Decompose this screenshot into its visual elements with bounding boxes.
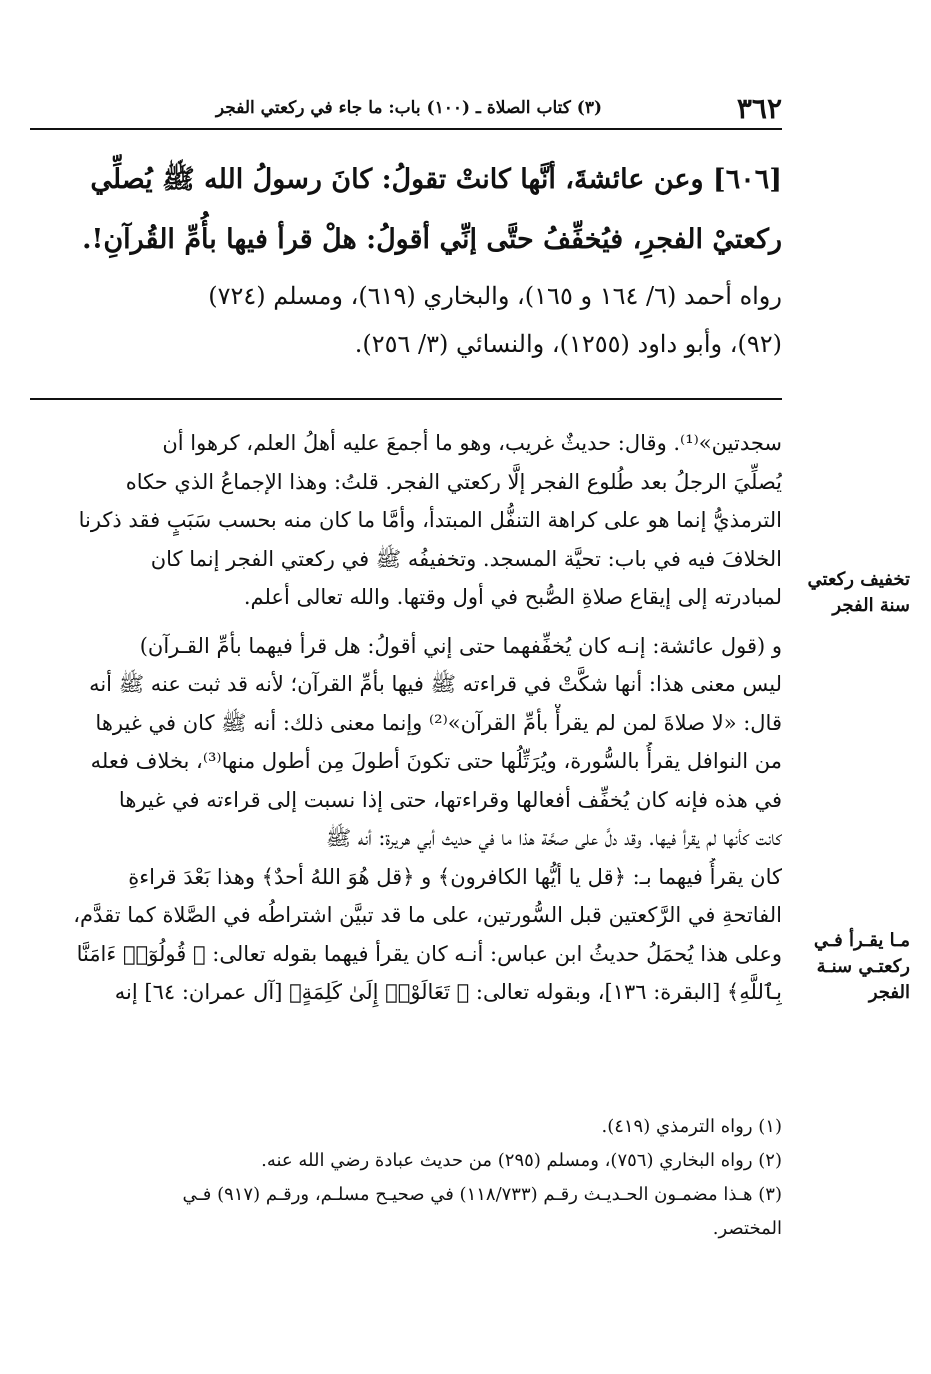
margin-note-fajr-lightening [790,567,910,619]
page-header [30,86,782,130]
footnote: (٣) هـذا مضمـون الحـديـث رقـم (١١٨/٧٣٣) في صحيـح مسلـم، ورقـم (٩١٧) فـي [182,1184,782,1205]
hadith-line: ركعتيْ الفجرِ، فيُخفِّفُ حتَّى إنِّي أقولُ: هلْ قرأ فيها بأُمِّ القُرآنِ!. [82,224,782,255]
commentary-line: كانت كأنها لم يقرأ فيها. وقد دلَّ على صحَّة هذا ما في حديث أبي هريرة: أنه ﷺ [325,826,782,850]
hadith-text [30,150,782,270]
footnotes [30,1110,782,1246]
margin-note-line: الفجر [868,982,910,1003]
margin-note-line: تخفيف ركعتي [807,569,910,590]
commentary-line: من النوافل يقرأُ بالسُّورة، ويُرَتِّلُها حتى تكونَ أطولَ مِن أطول منها⁽³⁾، بخلاف فعله [90,749,782,773]
running-header-title: (٣) كتاب الصلاة ـ (١٠٠) باب: ما جاء في ركعتي الفجر [215,98,602,118]
commentary-line: سجدتين»⁽¹⁾. وقال: حديثٌ غريب، وهو ما أجمعَ عليه أهلُ العلم، كرهوا أن [162,431,782,455]
hadith-line: [٦٠٦] وعن عائشةَ، أنَّها كانتْ تقولُ: كانَ رسولُ الله ﷺ يُصلِّي [90,164,782,195]
page-number: ٣٦٢ [736,92,782,125]
commentary-line: في هذه فإنه كان يُخفِّف أفعالها وقراءتها، حتى إذا نسبت إلى قراءته في غيرها [118,787,782,812]
commentary-line: ليس معنى هذا: أنها شكَّتْ في قراءته ﷺ فيها بأمِّ القرآن؛ لأنه قد ثبت عنه ﷺ أنه [89,672,782,696]
footnote: (٢) رواه البخاري (٧٥٦)، ومسلم (٢٩٥) من حديث عبادة رضي الله عنه. [261,1150,782,1171]
footnote: (١) رواه الترمذي (٤١٩). [601,1116,782,1137]
commentary-line: الترمذيُّ إنما هو على كراهة التنفُّل المبتدأ، وأمَّا ما كان منه بحسب سَبَبٍ فقد ذكرنا [78,508,782,532]
margin-note-line: مـا يقـرأ فـي [813,930,910,951]
commentary-line: يُصلِّيَ الرجلُ بعد طُلوع الفجر إلَّا ركعتي الفجر. قلتُ: وهذا الإجماعُ الذي حكاه [125,469,782,494]
commentary-body [30,424,782,1012]
commentary-line: وعلى هذا يُحمَلُ حديثُ ابن عباس: أنـه كان يقرأ فيهما بقوله تعالى: ﴿ قُولُوٓا۟ ءَامَنَّا [76,941,782,966]
commentary-line: الفاتحةِ في الرَّكعتين قبل السُّورتين، على ما قد تبيَّن اشتراطُه في الصَّلاة كما تقدَّم، [73,903,782,927]
footnote-continuation: المختصر. [712,1218,782,1239]
commentary-line: بِٱللَّهِ﴾ [البقرة: ١٣٦]، وبقوله تعالى: ﴿ تَعَالَوْا۟ إِلَىٰ كَلِمَةٍ﴾ [آل عمران: ٦٤] إنه [114,980,782,1004]
sources-line: رواه أحمد (٦/ ١٦٤ و ١٦٥)، والبخاري (٦١٩)، ومسلم (٧٢٤) [208,282,782,310]
header-rule [30,128,782,130]
section-divider [30,398,782,400]
sources-line: (٩٢)، وأبو داود (١٢٥٥)، والنسائي (٣/ ٢٥٦). [354,330,782,358]
commentary-line: كان يقرأُ فيهما بـ: ﴿قل يا أيُّها الكافرون﴾ و ﴿قل هُوَ اللهُ أحدٌ﴾ وهذا بَعْدَ قراءةِ [128,864,782,889]
commentary-line: الخلافَ فيه في باب: تحيَّة المسجد. وتخفيفُه ﷺ في ركعتي الفجر إنما كان [150,546,782,571]
hadith-sources [30,272,782,368]
commentary-line: و (قول عائشة: إنـه كان يُخفِّفهما حتى إني أقولُ: هل قرأ فيهما بأمِّ القـرآن) [139,633,782,658]
margin-note-fajr-recitation [790,928,910,1006]
margin-note-line: ركعتـي سنـة [816,956,910,977]
commentary-line: لمبادرته إلى إيقاع صلاةِ الصُّبح في أول وقتها. والله تعالى أعلم. [243,585,782,609]
paragraph-gap [30,617,782,627]
commentary-line: قال: «لا صلاةَ لمن لم يقرأْ بأمِّ القرآن»⁽²⁾ وإنما معنى ذلك: أنه ﷺ كان في غيرها [95,710,782,735]
margin-note-line: سنة الفجر [832,595,910,616]
